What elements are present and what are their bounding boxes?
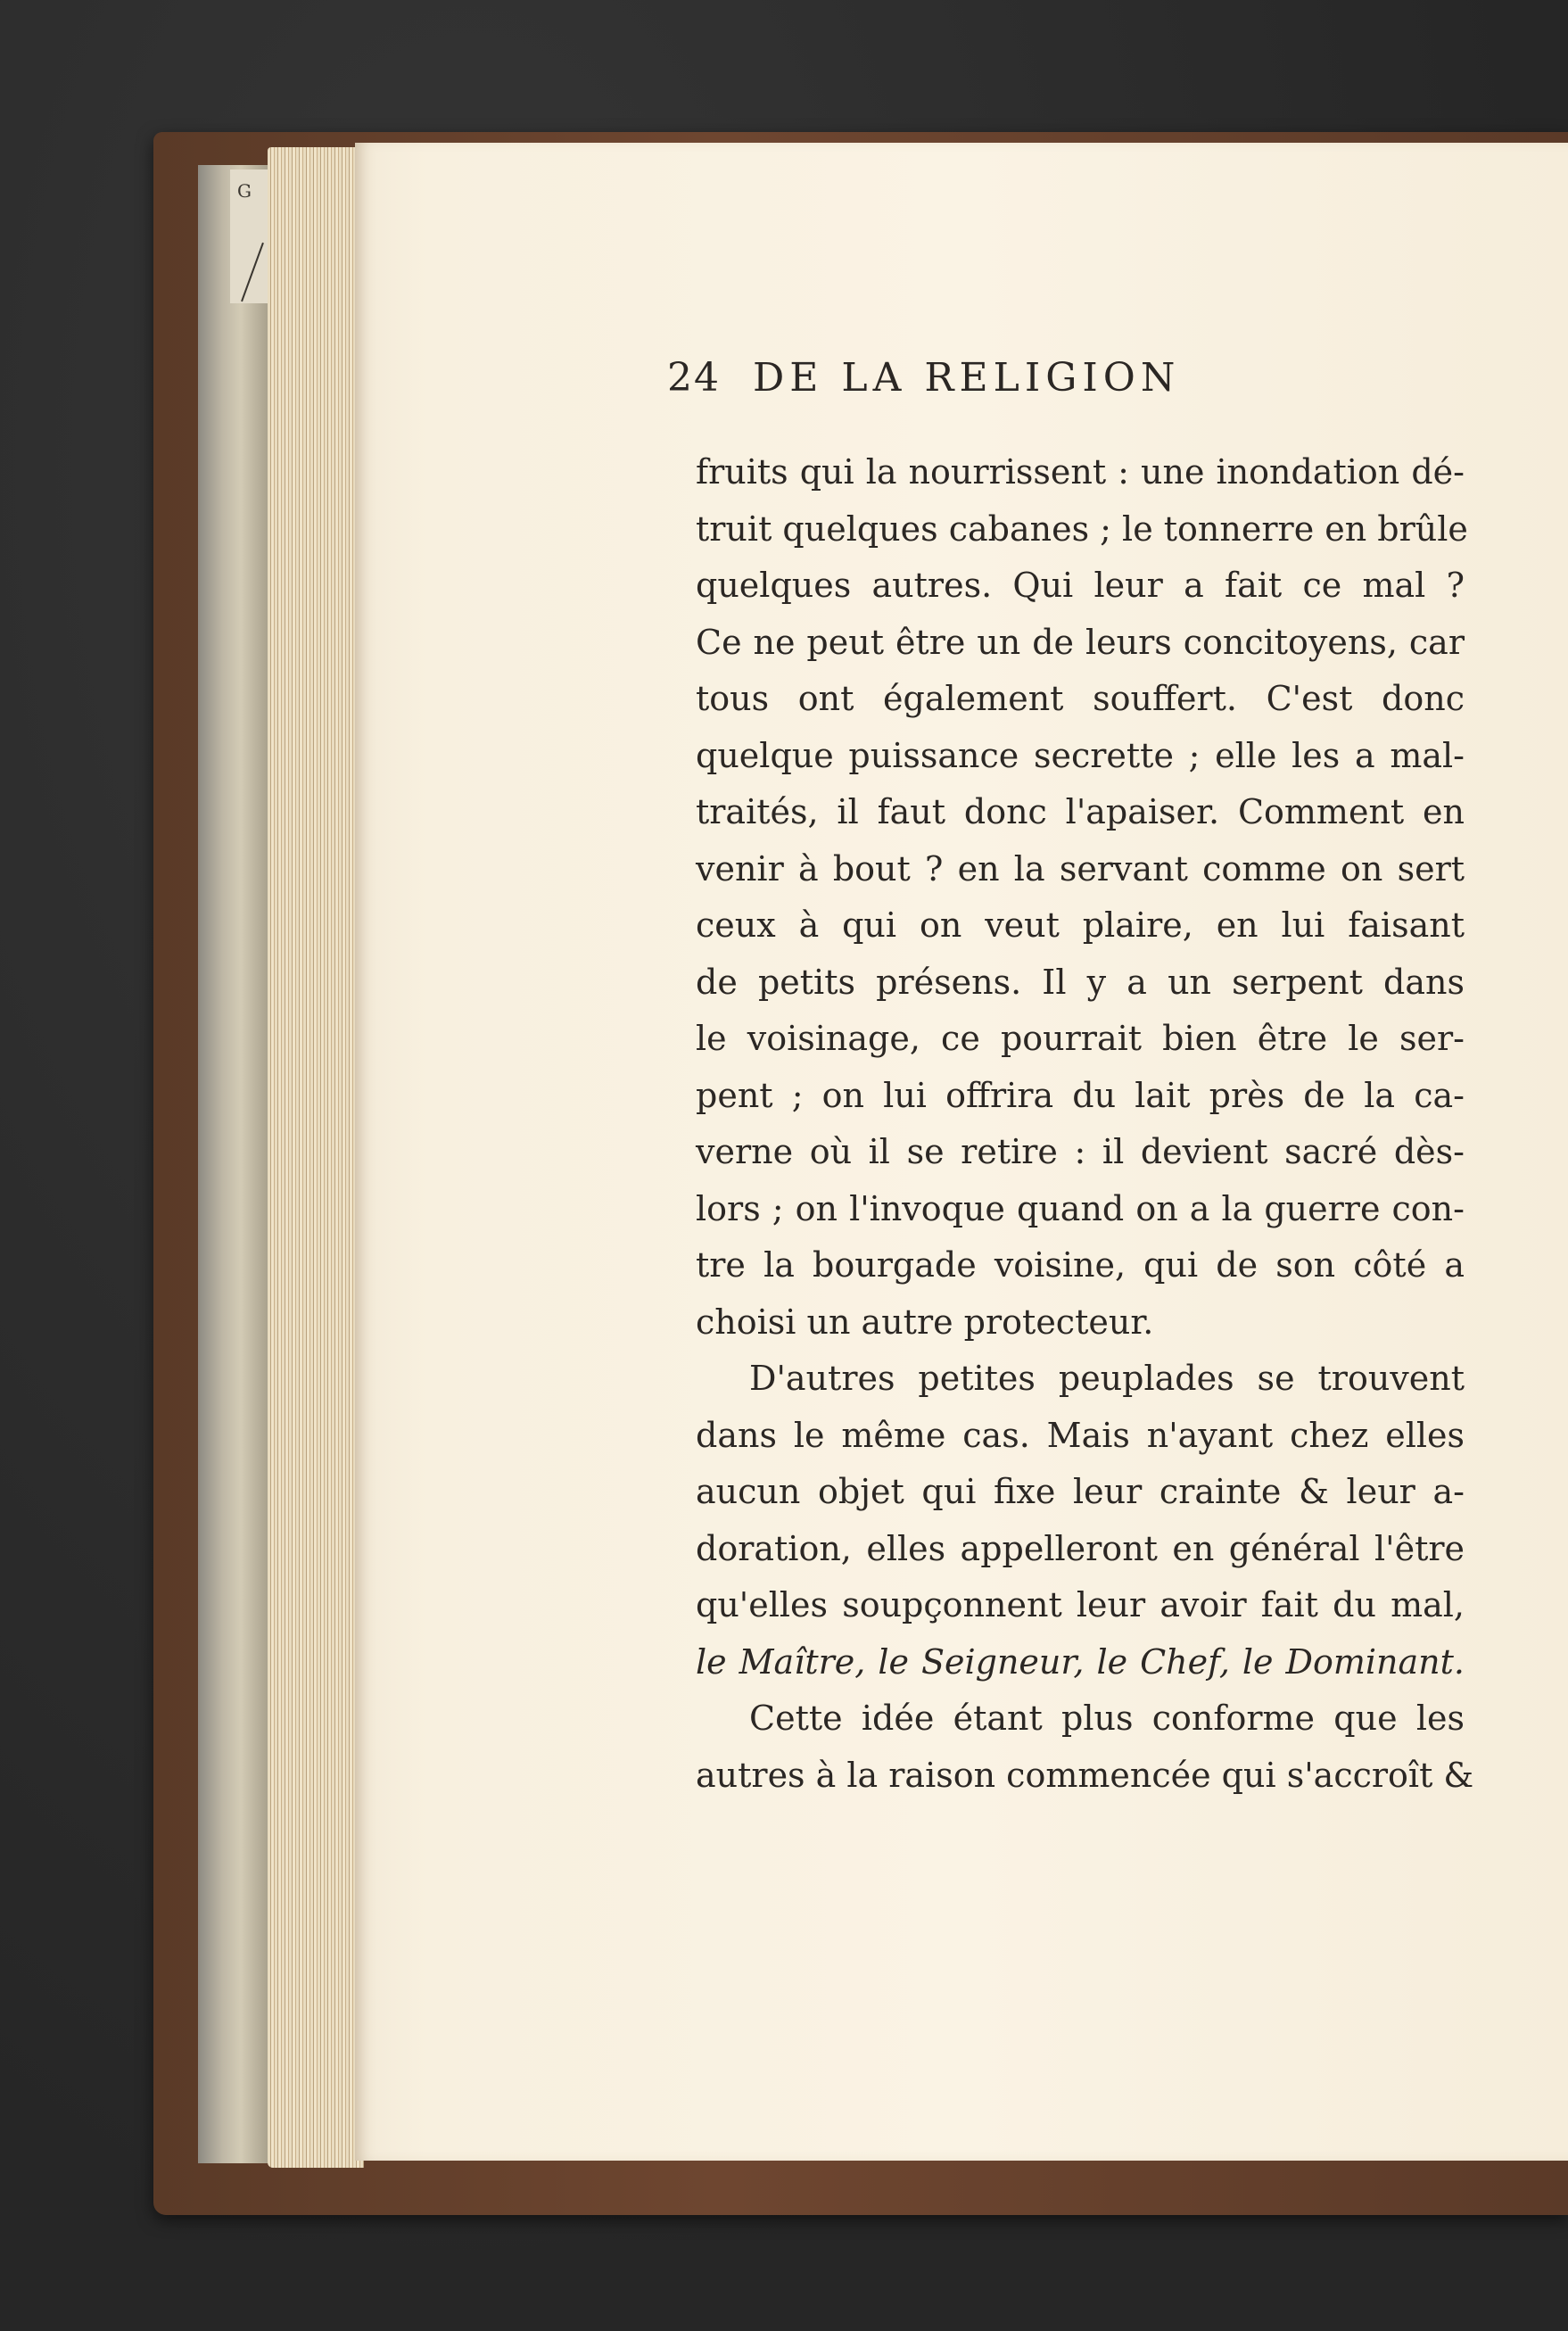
text-line: quelque puissance secrette ; elle les a mal- [696,735,1465,775]
text-line: autres à la raison commencée qui s'accroît & [696,1755,1474,1795]
endpaper [198,165,269,2163]
text-line: verne où il se retire : il devient sacré dès- [696,1132,1465,1171]
body-text [696,444,1474,1804]
text-line: fruits qui la nourrissent : une inondation dé- [696,452,1465,492]
page-edges [268,147,364,2168]
text-line: venir à bout ? en la servant comme on sert [696,848,1465,889]
running-title: DE LA RELIGION [753,355,1181,401]
text-line: dans le même cas. Mais n'ayant chez elles [696,1415,1465,1455]
text-line: de petits présens. Il y a un serpent dans [696,962,1465,1002]
text-line: Cette idée étant plus conforme que les [749,1699,1465,1738]
text-line: le Maître, le Seigneur, le Chef, le Dominant. [696,1641,1465,1682]
text-line: doration, elles appelleront en général l'être [696,1528,1465,1568]
text-line: truit quelques cabanes ; le tonnerre en brûle [696,508,1468,549]
text-line: pent ; on lui offrira du lait près de la ca- [696,1075,1465,1115]
text-line: lors ; on l'invoque quand on a la guerre con- [696,1188,1465,1228]
text-line: Ce ne peut être un de leurs concitoyens, car [696,622,1465,662]
text-line: choisi un autre protecteur. [696,1302,1154,1342]
text-line: D'autres petites peuplades se trouvent [749,1359,1465,1398]
text-line: qu'elles soupçonnent leur avoir fait du mal, [696,1585,1465,1624]
text-line: aucun objet qui fixe leur crainte & leur a- [696,1472,1465,1511]
text-line: tre la bourgade voisine, qui de son côté a [696,1245,1465,1285]
endpaper-label [230,169,269,303]
text-line: ceux à qui on veut plaire, en lui faisant [696,905,1465,945]
page-number: 24 [667,355,721,401]
text-line: tous ont également souffert. C'est donc [696,679,1465,718]
endpaper-label-text: G [237,180,252,202]
text-line: quelques autres. Qui leur a fait ce mal ? [696,566,1465,605]
text-line: le voisinage, ce pourrait bien être le ser- [696,1019,1465,1058]
text-line: traités, il faut donc l'apaiser. Comment en [696,792,1465,831]
running-head [667,355,1180,401]
